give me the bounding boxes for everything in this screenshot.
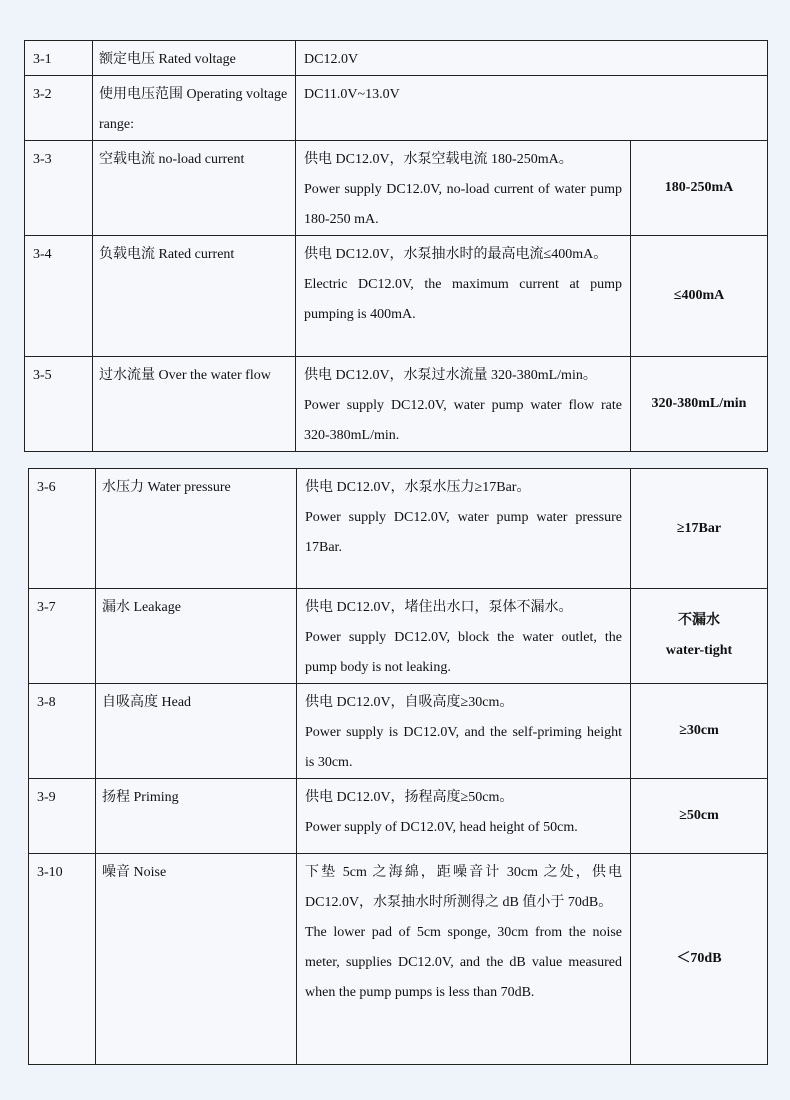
description-line: DC11.0V~13.0V <box>304 87 400 102</box>
value-line: ≥30cm <box>679 723 719 738</box>
item-description <box>296 357 631 452</box>
item-value <box>631 469 768 589</box>
description-line: Electric DC12.0V, the maximum current at pump pumping is 400mA. <box>304 277 622 322</box>
item-description <box>297 589 631 684</box>
description-line: 供电 DC12.0V，自吸高度≥30cm。 <box>305 695 514 710</box>
item-number: 3-5 <box>25 357 93 452</box>
item-name: 使用电压范围 Operating voltage range: <box>93 76 296 141</box>
description-line: The lower pad of 5cm sponge, 30cm from the noise meter, supplies DC12.0V, and the dB value measured when the pump pumps is less than 70dB. <box>305 925 622 1000</box>
description-line: Power supply is DC12.0V, and the self-priming height is 30cm. <box>305 725 622 770</box>
item-description <box>297 684 631 779</box>
value-line: water-tight <box>665 643 733 658</box>
description-line: Power supply of DC12.0V, head height of 50cm. <box>305 820 578 835</box>
item-name: 漏水 Leakage <box>96 589 297 684</box>
table-row <box>25 141 768 236</box>
item-value: ≤400mA <box>631 236 768 357</box>
item-value <box>631 589 768 684</box>
description-line: 供电 DC12.0V，水泵空载电流 180-250mA。 <box>304 152 573 167</box>
description-line: 供电 DC12.0V，水泵抽水时的最高电流≤400mA。 <box>304 247 608 262</box>
description-line: 供电 DC12.0V，堵住出水口，泵体不漏水。 <box>305 600 573 615</box>
item-number: 3-8 <box>29 684 96 779</box>
item-name: 额定电压 Rated voltage <box>93 41 296 76</box>
item-description <box>296 41 768 76</box>
item-value: 320-380mL/min <box>631 357 768 452</box>
item-number: 3-7 <box>29 589 96 684</box>
table-row <box>25 236 768 357</box>
item-number: 3-6 <box>29 469 96 589</box>
item-name: 空载电流 no-load current <box>93 141 296 236</box>
description-line: 供电 DC12.0V，水泵过水流量 320-380mL/min。 <box>304 368 597 383</box>
spec-table-2 <box>28 468 768 1065</box>
item-value: 180-250mA <box>631 141 768 236</box>
table-row <box>25 41 768 76</box>
item-name: 过水流量 Over the water flow <box>93 357 296 452</box>
description-line: Power supply DC12.0V, water pump water flow rate 320-380mL/min. <box>304 398 622 443</box>
description-line: Power supply DC12.0V, block the water outlet, the pump body is not leaking. <box>305 630 622 675</box>
item-number: 3-10 <box>29 854 96 1065</box>
description-line: 供电 DC12.0V，水泵水压力≥17Bar。 <box>305 480 531 495</box>
item-name: 扬程 Priming <box>96 779 297 854</box>
item-number: 3-2 <box>25 76 93 141</box>
value-line: ≥17Bar <box>676 520 722 536</box>
item-number: 3-3 <box>25 141 93 236</box>
table-row <box>29 469 768 589</box>
description-line: 供电 DC12.0V，扬程高度≥50cm。 <box>305 790 514 805</box>
item-name: 负载电流 Rated current <box>93 236 296 357</box>
item-number: 3-4 <box>25 236 93 357</box>
item-description <box>297 469 631 589</box>
item-description <box>297 854 631 1065</box>
item-name: 噪音 Noise <box>96 854 297 1065</box>
item-value <box>631 779 768 854</box>
description-line: DC12.0V <box>304 52 359 67</box>
table-row <box>29 684 768 779</box>
item-description <box>297 779 631 854</box>
table-row <box>25 357 768 452</box>
item-description <box>296 236 631 357</box>
item-value <box>631 684 768 779</box>
spec-table-1 <box>24 40 768 452</box>
item-name: 水压力 Water pressure <box>96 469 297 589</box>
table-row <box>29 854 768 1065</box>
item-description <box>296 76 768 141</box>
table-row <box>29 589 768 684</box>
value-line: ＜70dB <box>676 951 722 966</box>
description-line: Power supply DC12.0V, water pump water pressure 17Bar. <box>305 510 622 555</box>
item-name: 自吸高度 Head <box>96 684 297 779</box>
value-line: 不漏水 <box>678 613 720 628</box>
table-row <box>29 779 768 854</box>
table-row <box>25 76 768 141</box>
description-line: 下垫 5cm 之海綿，距噪音计 30cm 之处，供电 DC12.0V，水泵抽水时所测得之 dB 值小于 70dB。 <box>305 865 622 910</box>
item-number: 3-1 <box>25 41 93 76</box>
item-value <box>631 854 768 1065</box>
value-line: ≥50cm <box>679 808 719 823</box>
description-line: Power supply DC12.0V, no-load current of water pump 180-250 mA. <box>304 182 622 227</box>
item-number: 3-9 <box>29 779 96 854</box>
item-description <box>296 141 631 236</box>
